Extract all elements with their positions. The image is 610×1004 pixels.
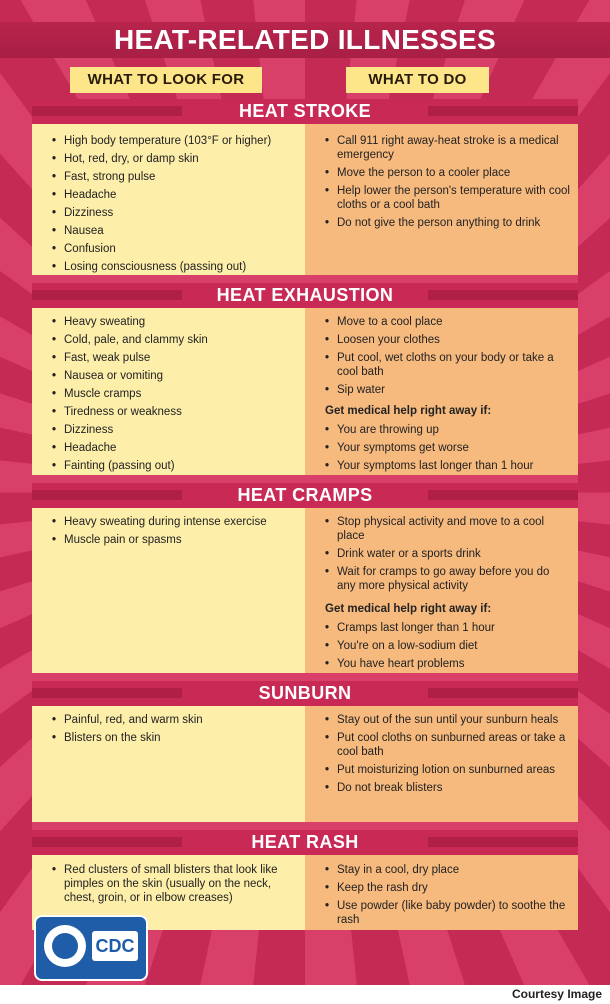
list-item: • Move the person to a cooler place <box>325 166 570 180</box>
list-item: • Heavy sweating during intense exercise <box>52 515 292 529</box>
list-item: • Use powder (like baby powder) to soothe the rash <box>325 899 570 927</box>
heat-cramps-symptoms <box>52 515 292 551</box>
heat-cramps-actions <box>325 515 570 597</box>
list-item: • Blisters on the skin <box>52 731 292 745</box>
list-item: • Cramps last longer than 1 hour <box>325 621 570 635</box>
column-header-what-to-do: WHAT TO DO <box>346 67 489 93</box>
list-item: • Hot, red, dry, or damp skin <box>52 152 292 166</box>
list-item: • Painful, red, and warm skin <box>52 713 292 727</box>
list-item: • Red clusters of small blisters that look like pimples on the skin (usually on the neck, chest, groin, or in elbow creases) <box>52 863 292 905</box>
list-item: • Heavy sweating <box>52 315 292 329</box>
heat-exhaustion-actions <box>325 315 570 401</box>
list-item: • Muscle pain or spasms <box>52 533 292 547</box>
cdc-logo-text: CDC <box>92 931 138 961</box>
list-item: • Help lower the person's temperature with cool cloths or a cool bath <box>325 184 570 212</box>
list-item: • Headache <box>52 188 292 202</box>
list-item: • Stay out of the sun until your sunburn heals <box>325 713 570 727</box>
illness-table <box>32 99 578 930</box>
heat-stroke-actions <box>325 134 570 234</box>
section-title: SUNBURN <box>258 683 352 703</box>
list-item: • Confusion <box>52 242 292 256</box>
courtesy-label: Courtesy Image <box>511 987 602 1001</box>
list-item: • Wait for cramps to go away before you do any more physical activity <box>325 565 570 593</box>
list-item: • Stop physical activity and move to a cool place <box>325 515 570 543</box>
sunburn-symptoms <box>52 713 292 749</box>
list-item: • Dizziness <box>52 423 292 437</box>
list-item: • Drink water or a sports drink <box>325 547 570 561</box>
heat-rash-symptoms <box>52 863 292 909</box>
list-item: • Muscle cramps <box>52 387 292 401</box>
heat-cramps-medical-help <box>325 621 570 675</box>
list-item: • Your symptoms last longer than 1 hour <box>325 459 570 473</box>
section-title: HEAT CRAMPS <box>237 485 373 505</box>
section-heat-stroke-header <box>32 99 578 124</box>
section-heat-cramps-header <box>32 483 578 508</box>
list-item: • Put cool, wet cloths on your body or take a cool bath <box>325 351 570 379</box>
list-item: • Tiredness or weakness <box>52 405 292 419</box>
image-credit <box>0 985 610 1004</box>
list-item: • Dizziness <box>52 206 292 220</box>
list-item: • Cold, pale, and clammy skin <box>52 333 292 347</box>
heat-exhaustion-symptoms <box>52 315 292 477</box>
heat-exhaustion-medical-help <box>325 423 570 477</box>
section-title: HEAT EXHAUSTION <box>216 285 394 305</box>
list-item: • Keep the rash dry <box>325 881 570 895</box>
list-item: • You're on a low-sodium diet <box>325 639 570 653</box>
list-item: • Sip water <box>325 383 570 397</box>
column-header-look-for: WHAT TO LOOK FOR <box>70 67 262 93</box>
list-item: • Nausea or vomiting <box>52 369 292 383</box>
sunburn-actions <box>325 713 570 799</box>
section-divider <box>32 673 578 681</box>
heat-stroke-symptoms <box>52 134 292 278</box>
section-title: HEAT STROKE <box>238 101 372 121</box>
cdc-logo-icon <box>34 915 148 981</box>
list-item: • Move to a cool place <box>325 315 570 329</box>
section-heat-rash-header <box>32 830 578 855</box>
list-item: • Fast, strong pulse <box>52 170 292 184</box>
list-item: • Headache <box>52 441 292 455</box>
list-item: • You are throwing up <box>325 423 570 437</box>
list-item: • You have heart problems <box>325 657 570 671</box>
heat-rash-actions <box>325 863 570 931</box>
section-heat-exhaustion-header <box>32 283 578 308</box>
list-item: • Your symptoms get worse <box>325 441 570 455</box>
list-item: • Fainting (passing out) <box>52 459 292 473</box>
list-item: • Put moisturizing lotion on sunburned areas <box>325 763 570 777</box>
list-item: • Loosen your clothes <box>325 333 570 347</box>
section-divider <box>32 275 578 283</box>
hhs-seal-icon <box>44 925 86 967</box>
list-item: • Nausea <box>52 224 292 238</box>
list-item: • Put cool cloths on sunburned areas or take a cool bath <box>325 731 570 759</box>
page-title: HEAT-RELATED ILLNESSES <box>0 22 610 58</box>
list-item: • Call 911 right away-heat stroke is a medical emergency <box>325 134 570 162</box>
list-item: • Fast, weak pulse <box>52 351 292 365</box>
section-title: HEAT RASH <box>251 832 359 852</box>
medical-help-heading: Get medical help right away if: <box>325 603 492 615</box>
section-sunburn-header <box>32 681 578 706</box>
list-item: • Losing consciousness (passing out) <box>52 260 292 274</box>
list-item: • Stay in a cool, dry place <box>325 863 570 877</box>
list-item: • Do not break blisters <box>325 781 570 795</box>
section-divider <box>32 822 578 830</box>
list-item: • Do not give the person anything to drink <box>325 216 570 230</box>
list-item: • High body temperature (103°F or higher) <box>52 134 292 148</box>
section-divider <box>32 475 578 483</box>
medical-help-heading: Get medical help right away if: <box>325 405 492 417</box>
